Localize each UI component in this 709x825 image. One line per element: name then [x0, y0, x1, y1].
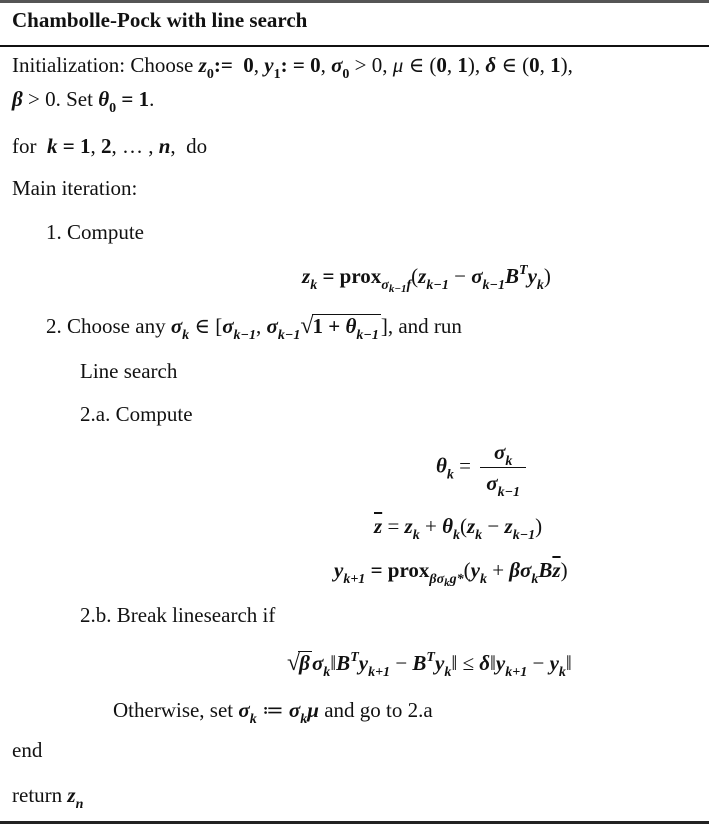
- step-2-suffix: , and run: [387, 314, 462, 338]
- step-2-prefix: 2. Choose any: [46, 314, 166, 338]
- step-2-line: [46, 313, 462, 343]
- theta-equation: $\theta_k$ = $\frac{\sigma_k}{\sigma_{k-1}}$: [436, 440, 530, 495]
- do-keyword: do: [186, 134, 208, 158]
- otherwise-line: [113, 697, 433, 727]
- step-2b-label: 2.b. Break linesearch if: [80, 603, 276, 627]
- prox-update-equation: $z_k$ = $prox_{\sigma_{k-1}f}(z_{k-1} - \sigma_{k-1}B^Ty_k)$: [302, 263, 551, 295]
- initialization-line: [12, 52, 573, 82]
- theta-fraction: $\frac{\sigma_k}{\sigma_{k-1}}$: [480, 440, 526, 495]
- otherwise-prefix: Otherwise, set: [113, 698, 234, 722]
- set-label: Set: [66, 87, 93, 111]
- return-keyword: return: [12, 783, 63, 807]
- step-shrink-formula: $\sigma_k$ ≔ $\sigma_k\mu$: [238, 698, 319, 727]
- step-2a-label: 2.a. Compute: [80, 402, 193, 426]
- otherwise-suffix: and go to 2.a: [324, 698, 433, 722]
- top-rule: [0, 0, 709, 3]
- initialization-line-2: β > 0. Set $\theta_0 = 1$.: [12, 87, 155, 116]
- zbar-equation: $\overline{z} = z_k + \theta_k(z_k - z_{k-1})$: [374, 514, 543, 543]
- header-rule: [0, 45, 709, 47]
- main-iteration-label: Main iteration:: [12, 176, 138, 200]
- return-line: [12, 782, 84, 812]
- algorithm-title: Chambolle-Pock with line search: [12, 8, 308, 32]
- for-keyword: for: [12, 134, 37, 158]
- break-condition: $√\beta\sigma_k‖B^Ty_{k+1}$ − $B^Ty_k‖$ ≤ $\delta‖y_{k+1}$ − $y_k‖$: [287, 650, 572, 680]
- step-size-interval: $\sigma_k$ ∈ [$\sigma_{k-1}$, $\sigma_{k-1}√1 + \theta_{k-1}$]: [170, 313, 388, 343]
- line-search-label: Line search: [80, 359, 178, 383]
- dual-update-equation: $y_{k+1}$ = $prox_{\beta\sigma_kg*}(y_k + \beta\sigma_kB\overline{z})$: [334, 558, 568, 589]
- initialization-label: Initialization: Choose: [12, 53, 194, 77]
- initialization-formula: $z_0:= 0$, $y_1$: = 0, $\sigma_0 > 0$, μ ∈ (0, 1), δ ∈ (0, 1),: [198, 53, 573, 82]
- step-1-label: 1. Compute: [46, 220, 144, 244]
- for-loop-line: [12, 133, 207, 159]
- loop-range: k = 1, 2, … , n,: [47, 134, 176, 158]
- end-keyword: end: [12, 738, 43, 762]
- return-value: $z_n$: [67, 783, 84, 812]
- bottom-rule: [0, 821, 709, 824]
